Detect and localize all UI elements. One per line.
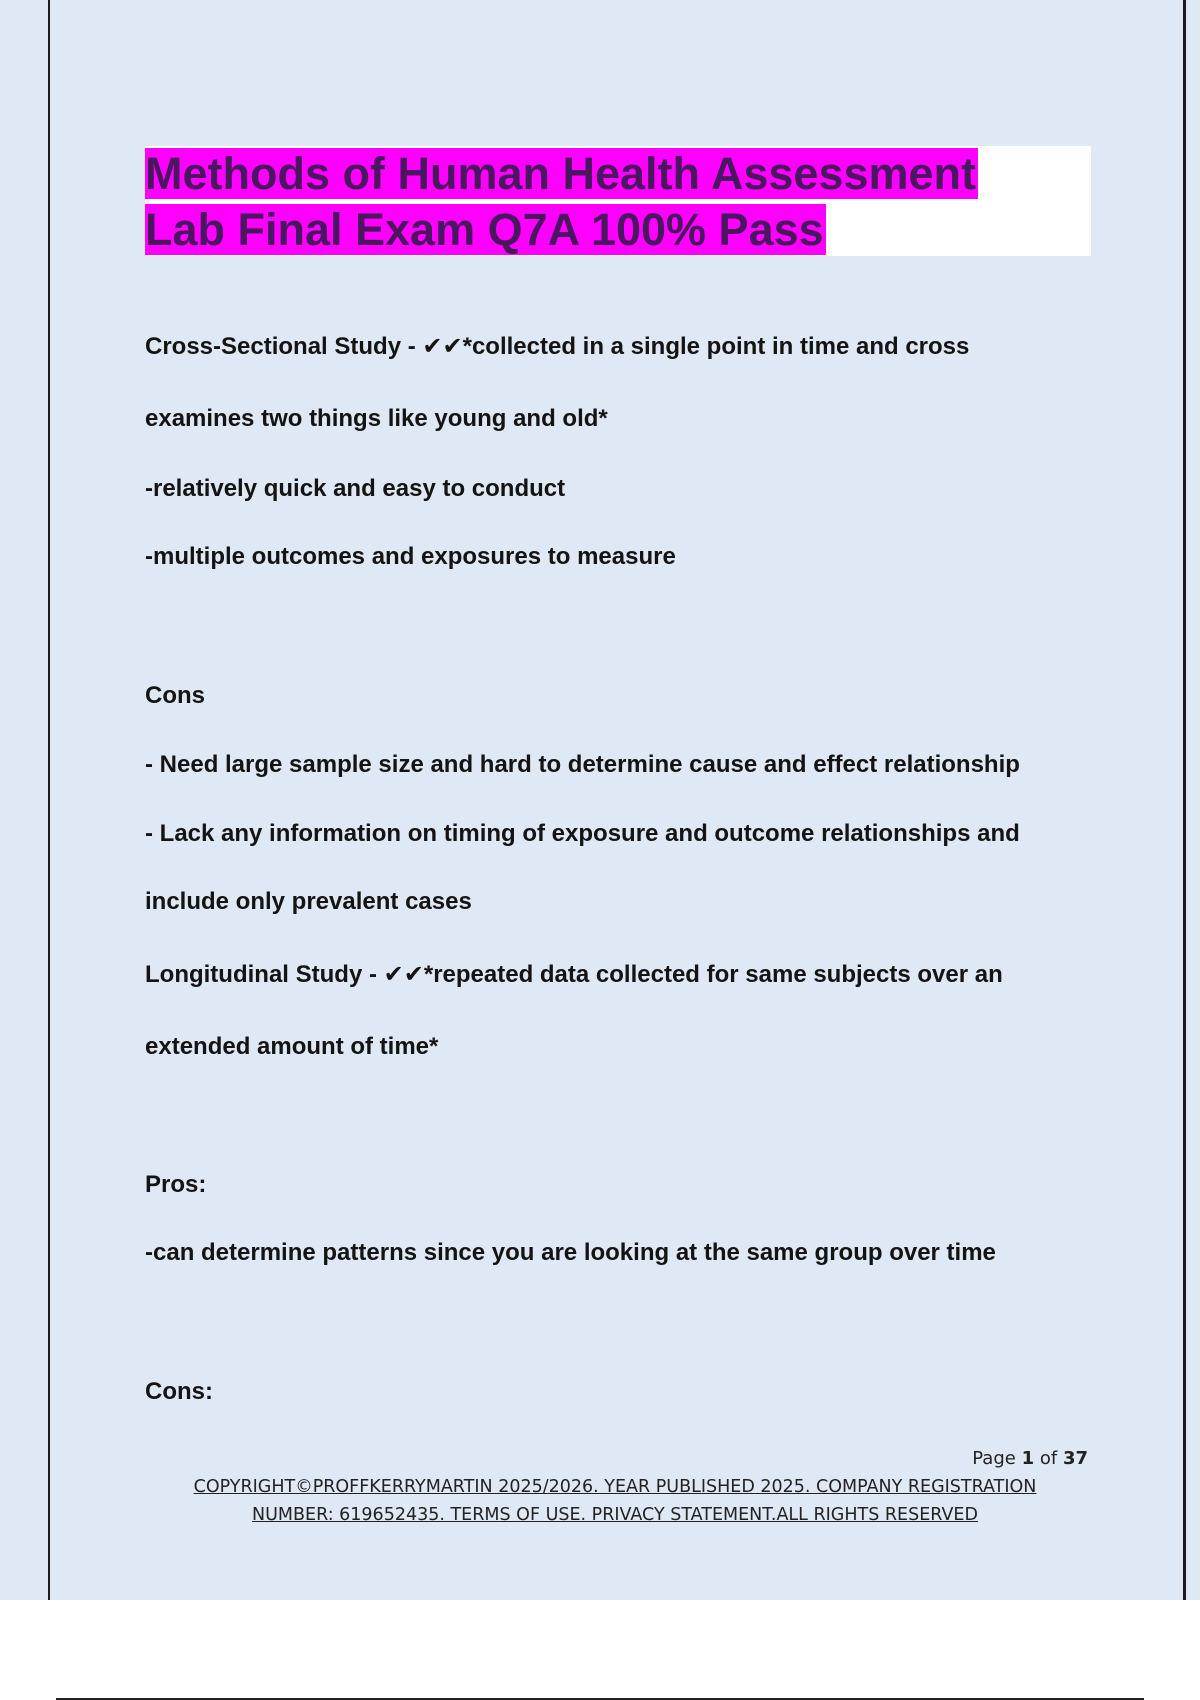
cross-sectional-definition: Cross-Sectional Study - ✔✔*collected in a single point in time and cross (145, 333, 970, 360)
longitudinal-definition-cont: extended amount of time* (145, 1033, 439, 1060)
page-total: 37 (1062, 1448, 1088, 1469)
con-item: - Need large sample size and hard to determine cause and effect relationship (145, 751, 1020, 778)
copyright-notice (120, 1473, 1110, 1529)
document-title (145, 146, 1091, 258)
copyright-line-2: NUMBER: 619652435. TERMS OF USE. PRIVACY STATEMENT.ALL RIGHTS RESERVED (252, 1505, 978, 1525)
page-current: 1 (1021, 1448, 1035, 1469)
pros-heading: Pros: (145, 1171, 207, 1198)
con-item: - Lack any information on timing of exposure and outcome relationships and (145, 820, 1020, 847)
pro-item: -can determine patterns since you are looking at the same group over time (145, 1239, 996, 1266)
longitudinal-definition: Longitudinal Study - ✔✔*repeated data collected for same subjects over an (145, 961, 1003, 988)
title-line-1: Methods of Human Health Assessment (145, 148, 976, 199)
page-number (900, 1448, 1088, 1470)
page-right-border (1183, 0, 1186, 1600)
page-of: of (1039, 1448, 1058, 1469)
page-label: Page (972, 1448, 1016, 1469)
copyright-line-1: COPYRIGHT©PROFFKERRYMARTIN 2025/2026. YEAR PUBLISHED 2025. COMPANY REGISTRATION (193, 1477, 1037, 1497)
con-item-cont: include only prevalent cases (145, 888, 472, 915)
pro-item: -multiple outcomes and exposures to measure (145, 543, 676, 570)
cons-heading: Cons: (145, 1378, 213, 1405)
title-line-2: Lab Final Exam Q7A 100% Pass (145, 204, 824, 255)
cons-heading: Cons (145, 682, 205, 709)
cross-sectional-definition-cont: examines two things like young and old* (145, 405, 608, 432)
page-left-border (48, 0, 50, 1600)
pro-item: -relatively quick and easy to conduct (145, 475, 566, 502)
